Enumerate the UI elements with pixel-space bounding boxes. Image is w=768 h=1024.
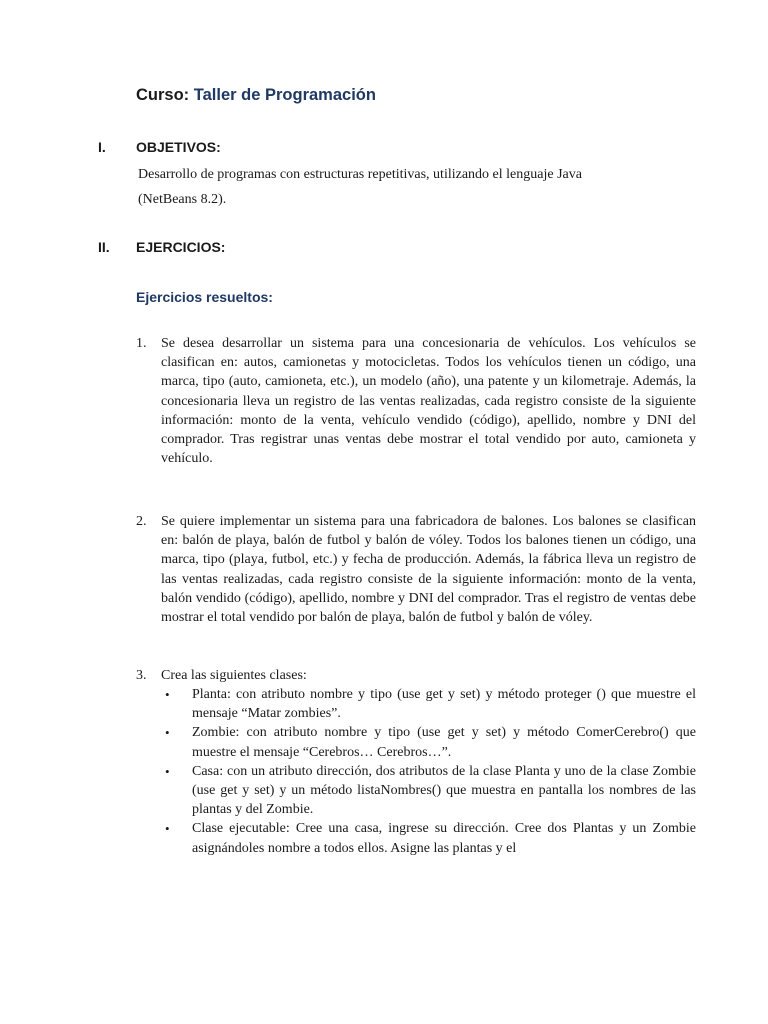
course-label: Curso: [136, 86, 190, 104]
exercise-item [136, 666, 696, 685]
exercise-text: Se desea desarrollar un sistema para una concesionaria de vehículos. Los vehículos se clasifican en: autos, camionetas y motocicletas. Todos los vehículos tienen un código, una marca, tipo (auto, camioneta, etc.), un modelo (año), una patente y un kilometraje. Además, la concesionaria lleva un registro de las ventas realizadas, cada registro consiste de la siguiente información: monto de la venta, vehículo vendido (código), apellido, nombre y DNI del comprador. Tras registrar unas ventas debe mostrar el total vendido por auto, camioneta y vehículo. [161, 336, 696, 467]
bullet-text: Clase ejecutable: Cree una casa, ingrese su dirección. Cree dos Plantas y un Zombie asignándoles nombre a todos ellos. Asigne las plantas y el [192, 821, 696, 856]
bullet-icon: • [165, 725, 170, 741]
section-number-exercises: II. [98, 239, 110, 255]
bullet-icon: • [165, 821, 170, 837]
course-heading [136, 86, 376, 105]
section-title-objectives: OBJETIVOS: [136, 139, 221, 155]
class-bullet-list [161, 685, 696, 858]
exercise-text: Se quiere implementar un sistema para una fabricadora de balones. Los balones se clasifican en: balón de playa, balón de futbol y balón de vóley. Todos los balones tienen un código, una marca, tipo (playa, futbol, etc.) y fecha de producción. Además, la fábrica lleva un registro de las ventas realizadas, cada registro consiste de la siguiente información: monto de la venta, balón vendido (código), apellido, nombre y DNI del comprador. Tras el registro de ventas debe mostrar el total vendido por balón de playa, balón de futbol y balón de vóley. [161, 514, 696, 626]
section-title-exercises: EJERCICIOS: [136, 239, 226, 255]
exercise-number: 3. [136, 668, 147, 683]
exercise-item [136, 512, 696, 627]
bullet-item [161, 819, 696, 857]
exercise-number: 2. [136, 514, 147, 529]
course-title: Taller de Programación [193, 86, 376, 104]
bullet-icon: • [165, 687, 170, 702]
objective-text: Desarrollo de programas con estructuras repetitivas, utilizando el lenguaje Java (NetBeans 8.2). [138, 167, 582, 207]
solved-exercises-heading: Ejercicios resueltos: [136, 289, 273, 305]
section-number-objectives: I. [98, 139, 106, 155]
bullet-item [161, 685, 696, 723]
bullet-text: Zombie: con atributo nombre y tipo (use get y set) y método ComerCerebro() que muestre el mensaje “Cerebros… Cerebros…”. [192, 725, 696, 760]
bullet-text: Planta: con atributo nombre y tipo (use get y set) y método proteger () que muestre el mensaje “Matar zombies”. [192, 687, 696, 722]
exercise-item [136, 334, 696, 468]
bullet-text: Casa: con un atributo dirección, dos atributos de la clase Planta y uno de la clase Zombie (use get y set) y un método listaNombres() que muestra en pantalla los nombres de las plantas y del Zombie. [192, 763, 696, 818]
exercise-text: Crea las siguientes clases: [161, 668, 307, 683]
bullet-item [161, 723, 696, 761]
bullet-item [161, 762, 696, 820]
bullet-icon: • [165, 763, 170, 779]
exercise-number: 1. [136, 336, 147, 351]
